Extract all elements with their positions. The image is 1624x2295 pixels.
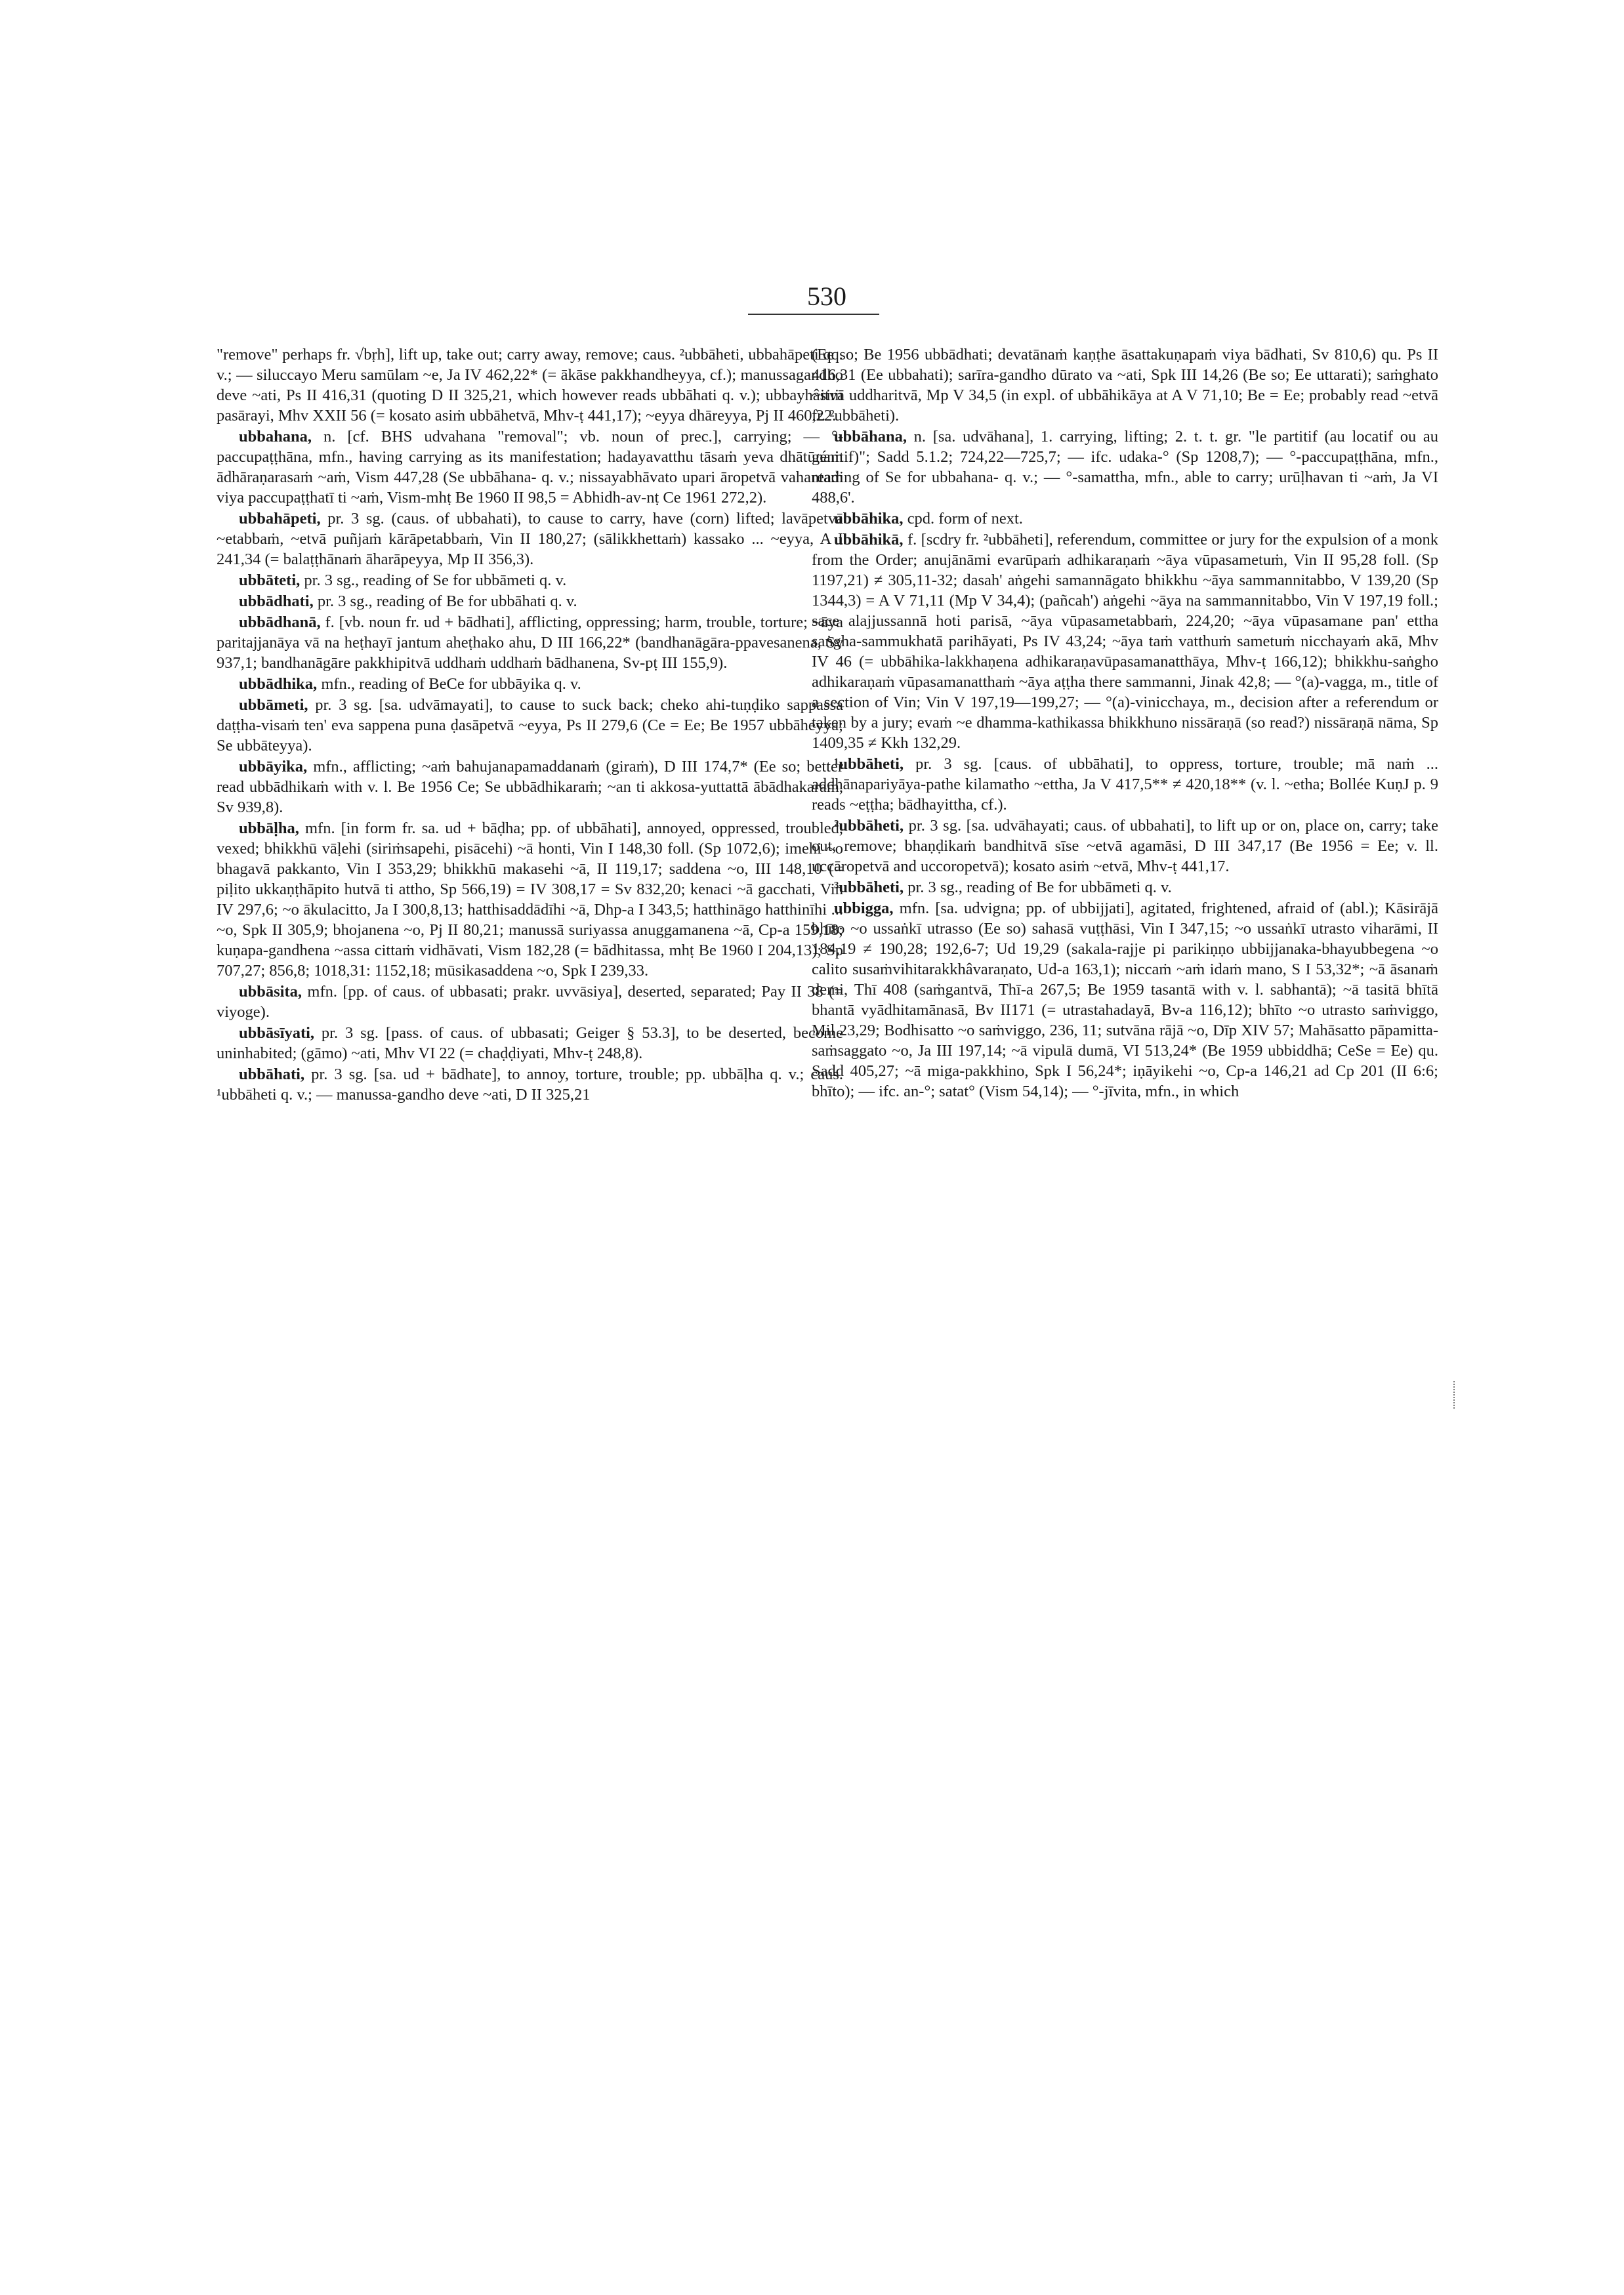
entry-headword: ubbāhikā, — [834, 531, 904, 548]
entry-body: f. [scdry fr. ²ubbāheti], referendum, committee or jury for the expulsion of a monk from the Order; anujānāmi evarūpaṁ adhikaraṇaṁ ~āya vūpasametuṁ, Vin II 95,28 foll. (Sp 1197,21) ≠ 305,11-32; dasah' aṅgehi samannāgato bhikkhu ~āya sammannitabbo, V 139,20 (Sp 1344,3) = A V 71,11 (Mp V 34,4); (pañcah') aṅgehi ~āya na sammannitabbo, Vin V 197,19 foll.; sace alajjussannā hoti parisā, ~āya vūpasametabbaṁ, 224,20; ~āya vūpasamane pan' ettha saṅgha-sammukhatā parihāyati, Ps IV 43,24; ~āya taṁ vatthuṁ sametuṁ nicchayaṁ akā, Mhv IV 46 (= ubbāhika-lakkhaṇena adhikaraṇavūpasamanatthāya, Mhv-ṭ 166,12); bhikkhu-saṅgho adhikaraṇaṁ vūpasamanatthaṁ ~āya aṭṭha there sammanni, Jinak 42,8; — °(a)-vagga, m., title of a section of Vin; Vin V 197,19—199,27; — °(a)-vinicchaya, m., decision after a referendum or taken by a jury; evaṁ ~e dhamma-kathikassa bhikkhuno nissāraṇā (so read?) nissāraṇā nāma, Sp 1409,35 ≠ Kkh 132,29. — [812, 531, 1438, 752]
dictionary-entry — [812, 426, 1438, 508]
entry-headword: ubbāyika, — [239, 758, 308, 775]
entry-body: n. [sa. udvāhana], 1. carrying, lifting; 2. t. t. gr. "le partitif (au locatif ou au génitif)"; Sadd 5.1.2; 724,22—725,7; — ifc. udaka-° (Sp 1208,7); — °-paccupaṭṭhāna, mfn., reading of Se for ubbahana- q. v.; — °-samattha, mfn., able to carry; urūḷhavan ti ~aṁ, Ja VI 488,6'. — [812, 428, 1438, 507]
entry-headword: ubbādhika, — [239, 675, 318, 693]
entry-headword: ubbahāpeti, — [239, 510, 321, 527]
dictionary-entry — [217, 818, 843, 981]
entry-body: mfn. [in form fr. sa. ud + bāḍha; pp. of ubbāhati], annoyed, oppressed, troubled, vexed; bhikkhū vāḷehi (siriṁsapehi, pisācehi) ~ā honti, Vin I 148,30 foll. (Sp 1072,6); imehi ~o bhagavā pakkanto, Vin I 353,29; bhikkhū makasehi ~ā, II 119,17; saddena ~o, III 148,10 (= piḷito ukkaṇṭhāpito hutvā ti attho, Sp 566,19) = IV 308,17 = Sv 832,20; kenaci ~ā gacchati, Vin IV 297,6; ~o ākulacitto, Ja I 300,8,13; hatthisaddādīhi ~ā, Dhp-a I 343,5; hatthināgo hatthinīhi ... ~o, Spk II 305,9; bhojanena ~o, Pj II 80,21; manussā suriyassa anuggamanena ~ā, Cp-a 159,18; kuṇapa-gandhena ~assa cittaṁ vidhāvati, Vism 182,28 (= bādhitassa, mhṭ Be 1960 I 204,13); Sp 707,27; 856,8; 1018,31: 1152,18; mūsikasaddena ~o, Spk I 239,33. — [217, 819, 843, 980]
entry-headword: ubbāteti, — [239, 571, 301, 589]
entry-body: pr. 3 sg., reading of Be for ubbāhati q. v. — [313, 592, 577, 610]
dictionary-entry — [217, 1023, 843, 1064]
entry-headword: ubbahana, — [239, 428, 312, 445]
dictionary-entry — [217, 756, 843, 817]
dictionary-entry — [217, 695, 843, 756]
entry-body: pr. 3 sg., reading of Be for ubbāmeti q. v. — [904, 879, 1172, 896]
dictionary-entry — [812, 344, 1438, 426]
entry-headword: ubbigga, — [834, 899, 894, 917]
dictionary-entry — [217, 674, 843, 694]
entry-headword: ²ubbāheti, — [834, 817, 904, 835]
dictionary-entry — [217, 426, 843, 508]
entry-body: pr. 3 sg. [sa. udvāhayati; caus. of ubbahati], to lift up or on, place on, carry; take out, remove; bhaṇḍikaṁ bandhitvā sīse ~etvā agamāsi, D III 347,17 (Be 1956 = Ee; v. ll. uccāropetvā and uccoropetvā); kosato asiṁ ~etvā, Mhv-ṭ 441,17. — [812, 817, 1438, 875]
entry-headword: ³ubbāheti, — [834, 879, 904, 896]
dictionary-entry — [217, 591, 843, 611]
dictionary-entry — [812, 508, 1438, 529]
entry-headword: ubbādhanā, — [239, 613, 321, 631]
dictionary-entry — [812, 754, 1438, 815]
entry-body: pr. 3 sg., reading of Se for ubbāmeti q. v. — [300, 571, 567, 589]
dictionary-entry — [812, 816, 1438, 877]
entry-headword: ubbāsīyati, — [239, 1024, 315, 1042]
entry-body: f. [vb. noun fr. ud + bādhati], afflicting, oppressing; harm, trouble, torture; ~āya paritajjanāya vā na heṭhayī jantum aheṭhako ahu, D III 166,22* (bandhanāgāra-ppavesanena, Sv 937,1; bandhanāgāre pakkhipitvā uddhaṁ uddhaṁ bādhanena, Sv-pṭ III 155,9). — [217, 613, 843, 672]
dictionary-entry — [217, 508, 843, 569]
entry-headword: ubbāhika, — [834, 510, 904, 527]
dictionary-entry — [217, 344, 843, 426]
entry-body: pr. 3 sg. (caus. of ubbahati), to cause to carry, have (corn) lifted; lavāpetvā ~etabbaṁ, ~etvā puñjaṁ kārāpetabbaṁ, Vin II 180,27; (sālikkhettaṁ) kassako ... ~eyya, A I 241,34 (= balaṭṭhānaṁ āharāpeyya, Mp II 356,3). — [217, 510, 843, 568]
entry-body: mfn. [pp. of caus. of ubbasati; prakr. uvvāsiya], deserted, separated; Pay II 38 (= viyoge). — [217, 983, 843, 1021]
entry-body: pr. 3 sg. [sa. ud + bādhate], to annoy, torture, trouble; pp. ubbāḷha q. v.; caus. ¹ubbāheti q. v.; — manussa-gandho deve ~ati, D II 325,21 — [217, 1065, 843, 1104]
dictionary-entry — [217, 570, 843, 590]
dictionary-entry — [812, 877, 1438, 898]
entry-body: mfn., reading of BeCe for ubbāyika q. v. — [317, 675, 581, 693]
entry-headword: ubbāhana, — [834, 428, 907, 445]
page-number-rule — [748, 314, 879, 315]
entry-body: mfn. [sa. udvigna; pp. of ubbijjati], agitated, frightened, afraid of (abl.); Kāsirājā bhīto ~o ussaṅkī utrasso (Ee so) sahasā vuṭṭhāsi, Vin I 347,15; ~o ussaṅkī utrasto viharāmi, II 184,19 ≠ 190,28; 192,6-7; Ud 19,29 (sakala-rajje pi parikiṇṇo ubbijjanaka-bhayubbegena ~o calito susaṁvihitarakkhâvaraṇato, Ud-a 163,1); niccaṁ ~aṁ idaṁ mano, S I 53,32*; ~ā āsanaṁ demi, Thī 408 (saṁgantvā, Thī-a 267,5; Be 1959 tasantā with v. l. sabhantā); ~ā tasitā bhītā bhantā vyādhitamānasā, Bv II171 (= utrastahadayā, Bv-a 116,12); bhīto ~o utrasto saṁviggo, Mil 23,29; Bodhisatto ~o saṁviggo, 236, 11; sutvāna rājā ~o, Dīp XIV 57; Mahāsatto pāpamitta-saṁsaggato ~o, Ja III 197,14; ~ā vipulā dumā, VI 513,24* (Be 1959 ubbiddhā; CeSe = Ee) qu. Sadd 405,27; ~ā miga-pakkhino, Spk I 56,24*; iṇāyikehi ~o, Cp-a 146,21 ad Cp 201 (II 6:6; bhīto); — ifc. an-°; satat° (Vism 54,14); — °-jīvita, mfn., in which — [812, 899, 1438, 1100]
entry-body: "remove" perhaps fr. √bṛh], lift up, take out; carry away, remove; caus. ²ubbāheti, ubbahāpeti qq. v.; — siluccayo Meru samūlam ~e, Ja IV 462,22* (= ākāse pakkhandheyya, cf.); manussagandho deve ~ati, Ps II 416,31 (quoting D II 325,21, which however reads ubbāhati q. v.); ubbayhâsiṁ pasārayi, Mhv XXII 56 (= kosato asiṁ ubbāhetvā, Mhv-ṭ 441,17); ~eyya dhāreyya, Pj II 460,22. — [217, 346, 843, 424]
dictionary-entry — [812, 898, 1438, 1102]
entry-body: n. [cf. BHS udvahana "removal"; vb. noun of prec.], carrying; — °-paccupaṭṭhāna, mfn., having carrying as its manifestation; hadayavatthu tāsaṁ yeva dhātūnaṁ ādhāraṇarasaṁ ~aṁ, Vism 447,28 (Se ubbāhana- q. v.; nissayabhāvato upari āropetvā vahantaṁ viya paccupaṭṭhatī ti ~aṁ, Vism-mhṭ Be 1960 II 98,5 = Abhidh-av-nṭ Ce 1961 272,2). — [217, 428, 843, 507]
entry-headword: ubbāhati, — [239, 1065, 305, 1083]
entry-headword: ubbāḷha, — [239, 819, 299, 837]
margin-mark — [1453, 1381, 1456, 1409]
entry-headword: ¹ubbāheti, — [834, 755, 904, 773]
dictionary-entry — [217, 1064, 843, 1105]
left-column — [217, 344, 843, 1106]
entry-body: mfn., afflicting; ~aṁ bahujanapamaddanaṁ (giraṁ), D III 174,7* (Ee so; better read ubbādhikaṁ with v. l. Be 1956 Ce; Se ubbādhikaraṁ; ~an ti akkosa-yuttattā ābādhakaraṁ, Sv 939,8). — [217, 758, 843, 816]
entry-body: pr. 3 sg. [sa. udvāmayati], to cause to suck back; cheko ahi-tuṇḍiko sappassa daṭṭha-visaṁ ten' eva sappena puna ḍasāpetvā ~eyya, Ps II 279,6 (Ce = Ee; Be 1957 ubbāheyya; Se ubbāteyya). — [217, 696, 843, 755]
entry-headword: ubbāsita, — [239, 983, 302, 1001]
entry-body: pr. 3 sg. [pass. of caus. of ubbasati; Geiger § 53.3], to be deserted, become uninhabited; (gāmo) ~ati, Mhv VI 22 (= chaḍḍiyati, Mhv-ṭ 248,8). — [217, 1024, 843, 1062]
entry-body: cpd. form of next. — [903, 510, 1023, 527]
entry-headword: ubbādhati, — [239, 592, 314, 610]
entry-body: pr. 3 sg. [caus. of ubbāhati], to oppress, torture, trouble; mā naṁ ... addhānapariyāya-pathe kilamatho ~ettha, Ja V 417,5** ≠ 420,18** (v. l. ~etha; Bollée KuṇJ p. 9 reads ~eṭṭha; bādhayittha, cf.). — [812, 755, 1438, 814]
entry-headword: ubbāmeti, — [239, 696, 308, 714]
dictionary-entry — [812, 529, 1438, 753]
entry-body: (Ee so; Be 1956 ubbādhati; devatānaṁ kaṇṭhe āsattakuṇapaṁ viya bādhati, Sv 810,6) qu. Ps II 416,31 (Ee ubbahati); sarīra-gandho dūrato va ~ati, Spk III 14,26 (Be so; Ee uttarati); saṁghato ~itvā uddharitvā, Mp V 34,5 (in expl. of ubbāhikāya at A V 71,10; Be = Ee; probably read ~etvā fr. ²ubbāheti). — [812, 346, 1438, 424]
page-number: 530 — [807, 281, 846, 311]
dictionary-entry — [217, 612, 843, 673]
dictionary-entry — [217, 982, 843, 1022]
right-column — [812, 344, 1438, 1102]
